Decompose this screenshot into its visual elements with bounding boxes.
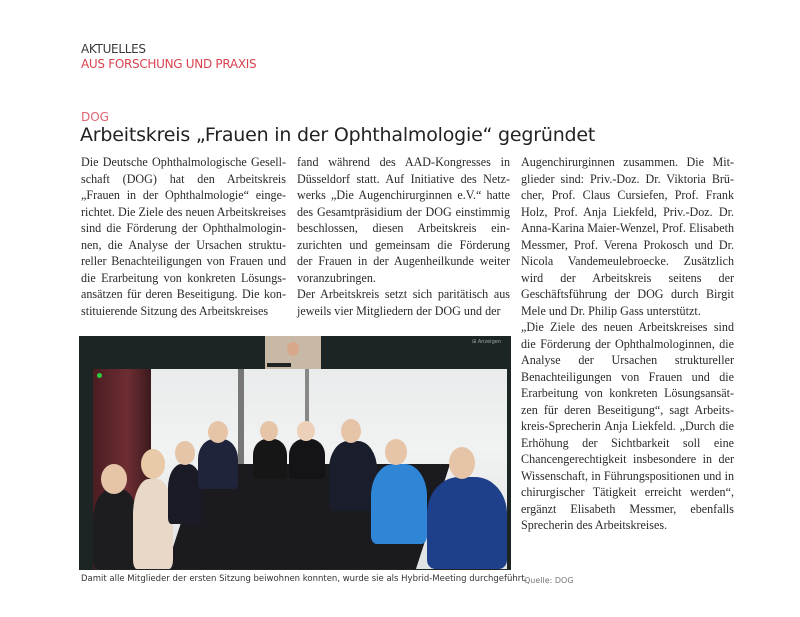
article-photo [79, 336, 511, 570]
section-category: AKTUELLES [81, 42, 146, 56]
participant [198, 439, 238, 489]
article-column-1 [81, 154, 286, 319]
participant-head [385, 439, 407, 465]
participant [133, 479, 173, 569]
participant [289, 439, 325, 479]
status-indicator-icon [97, 373, 102, 378]
column-3-paragraph-2: „Die Ziele des neuen Arbeitskreises sind die Förderung der Ophthalmologinnen, die Analyse der Ursachen struktureller Benachteiligungen von Frauen und die Erarbeitung von konkreten Lösungsansätzen für deren Beseitigung“, sagt Arbeitskreis-Sprecherin Anja Liekfeld. „Durch die Erhöhung der Sichtbarkeit soll eine Chancengerechtigkeit insbesondere in der Wissenschaft, in Führungspositionen und in chirurgischer Tätigkeit erreicht werden“, ergänzt Elisabeth Messmer, ebenfalls Sprecherin des Arbeitskreises. [521, 320, 734, 532]
participant-head [175, 441, 195, 465]
participant-head [141, 449, 165, 479]
participant [427, 477, 507, 569]
meeting-room-view [93, 369, 507, 569]
participant-head [297, 421, 315, 441]
column-1-paragraph: Die Deutsche Ophthalmologische Gesellschaft (DOG) hat den Arbeitskreis „Frauen in der Ophthalmologie“ eingerichtet. Die Ziele des neuen Arbeitskreises sind die Förderung der Ophthalmologinnen, die Analyse der Ursachen struktureller Benachteiligungen von Frauen und die Erarbeitung von konkreten Lösungsansätzen für deren Beseitigung. Die konstituierende Sitzung des Arbeitskreises [81, 155, 286, 318]
participant-head [449, 447, 475, 479]
participant-head [260, 421, 278, 441]
participant-head [341, 419, 361, 443]
column-3-paragraph-1: Augenchirurginnen zusammen. Die Mitglieder sind: Priv.-Doz. Dr. Viktoria Brücher, Prof. Claus Cursiefen, Prof. Frank Holz, Prof. Anja Liekfeld, Priv.-Doz. Dr. Anna-Karina Maier-Wenzel, Prof. Elisabeth Messmer, Prof. Verena Prokosch und Dr. Nicola Vandemeulebroecke. Zusätzlich wird der Arbeitskreis seitens der Geschäftsführung der DOG durch Birgit Mele und Dr. Philip Gass unterstützt. [521, 155, 734, 318]
participant [253, 439, 287, 479]
remote-participant-label [267, 363, 291, 367]
article-kicker: DOG [81, 110, 109, 124]
participant [371, 464, 427, 544]
participant [93, 489, 138, 569]
participant-head [101, 464, 127, 494]
participant [168, 464, 202, 524]
remote-participant-tile [265, 336, 321, 369]
photo-source: Quelle: DOG [524, 576, 574, 585]
article-column-3 [521, 154, 734, 534]
photo-caption: Damit alle Mitglieder der ersten Sitzung beiwohnen konnten, wurde sie als Hybrid-Meeting durchgeführt. [81, 574, 528, 584]
article-headline: Arbeitskreis „Frauen in der Ophthalmologie“ gegründet [80, 124, 596, 146]
remote-participant-face [287, 342, 299, 356]
view-button: ⊞ Anzeigen [472, 339, 501, 345]
participant-head [208, 421, 228, 443]
section-subcategory: AUS FORSCHUNG UND PRAXIS [81, 57, 257, 71]
window-frame [238, 369, 244, 479]
participant [329, 441, 377, 511]
article-column-2 [297, 154, 510, 319]
column-2-paragraph-2: Der Arbeitskreis setzt sich paritätisch aus jeweils vier Mitgliedern der DOG und der [297, 287, 510, 318]
column-2-paragraph-1: fand während des AAD-Kongresses in Düsseldorf statt. Auf Initiative des Netzwerks „Die Augenchirurginnen e.V.“ hatte des Gesamtpräsidium der DOG einstimmig beschlossen, diesen Arbeitskreis einzurichten und gemeinsam die Förderung der Frauen in der Augenheilkunde weiter voranzubringen. [297, 155, 510, 285]
